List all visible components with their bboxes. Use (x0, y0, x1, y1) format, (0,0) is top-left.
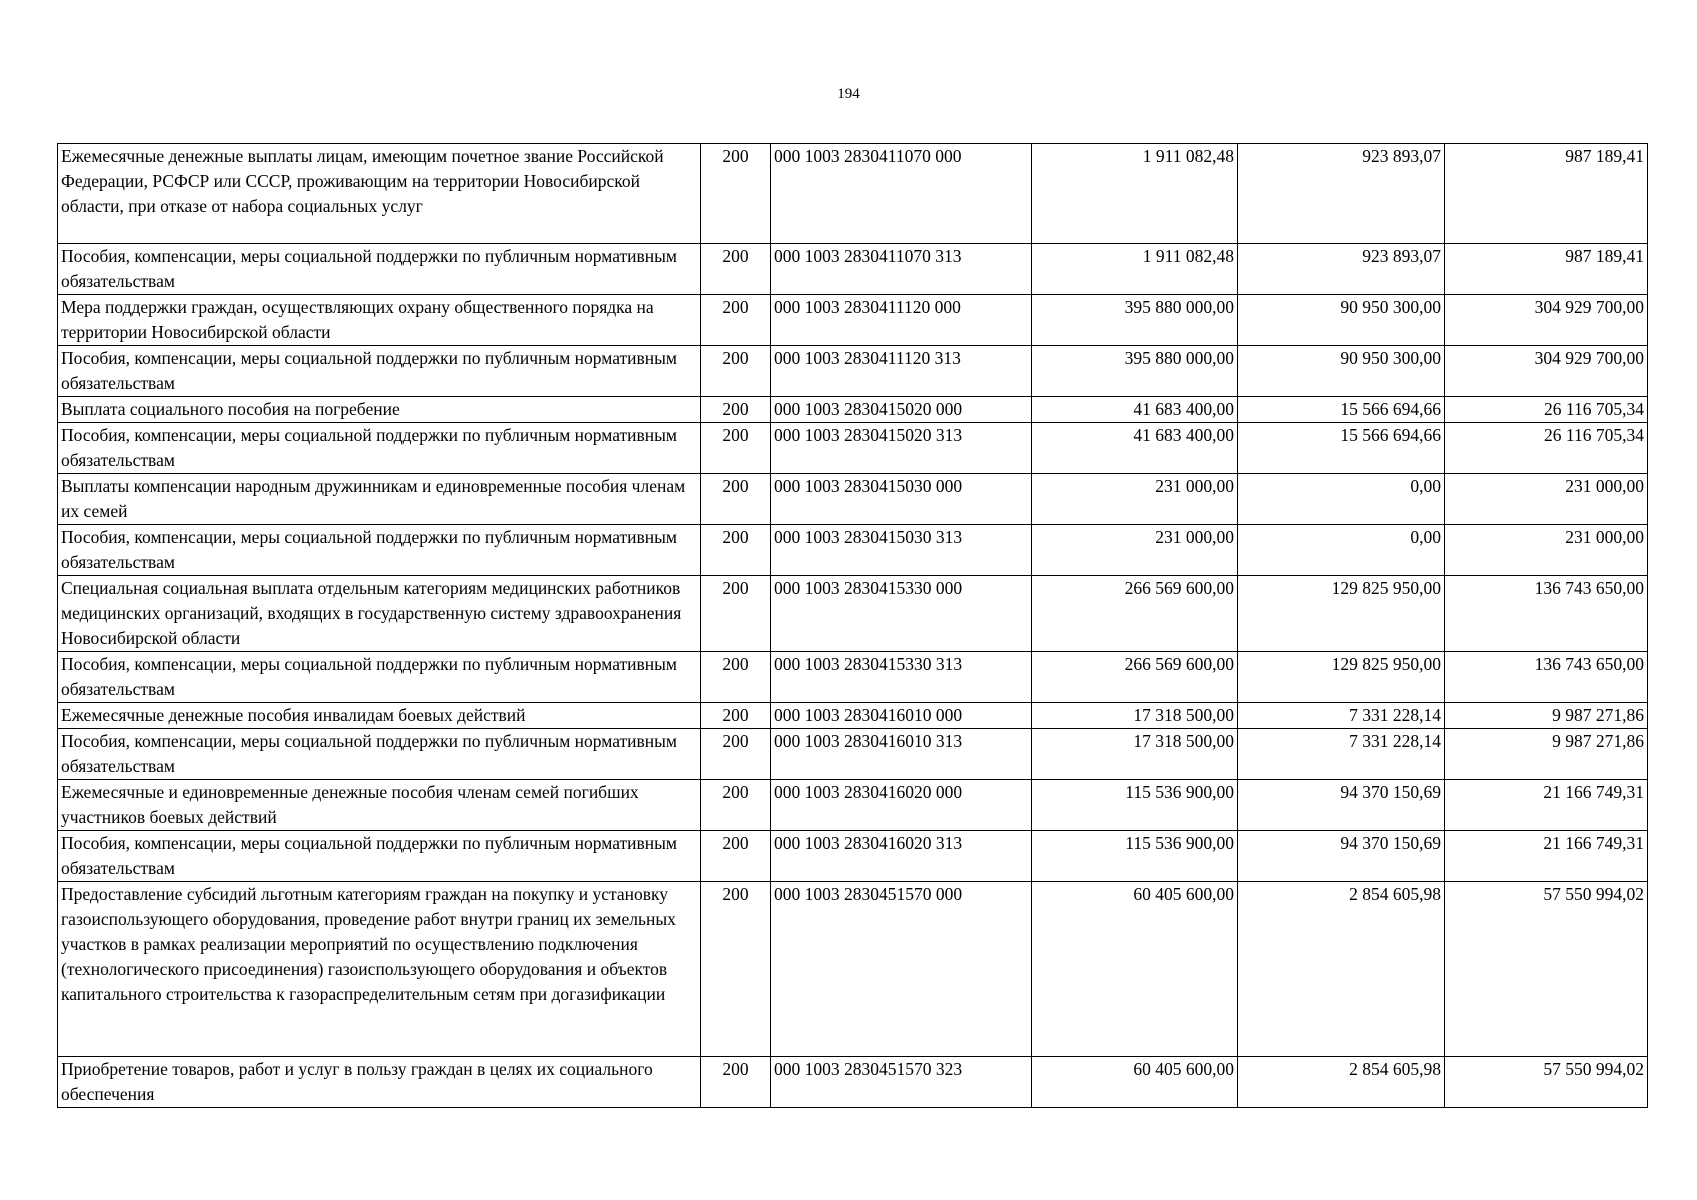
row-kbk-cell: 000 1003 2830416020 000 (771, 780, 1032, 831)
row-code-cell: 200 (701, 729, 771, 780)
row-name-cell: Пособия, компенсации, меры социальной поддержки по публичным нормативным обязательствам (58, 831, 701, 882)
row-code-cell: 200 (701, 1057, 771, 1108)
row-planned-cell: 395 880 000,00 (1032, 295, 1238, 346)
row-planned-cell: 17 318 500,00 (1032, 703, 1238, 729)
row-code-cell: 200 (701, 474, 771, 525)
table-row (58, 652, 1648, 703)
row-unexecuted-cell: 26 116 705,34 (1445, 397, 1648, 423)
row-executed-cell: 7 331 228,14 (1238, 703, 1445, 729)
row-executed-cell: 0,00 (1238, 474, 1445, 525)
row-kbk-cell: 000 1003 2830415030 313 (771, 525, 1032, 576)
row-name-cell: Пособия, компенсации, меры социальной поддержки по публичным нормативным обязательствам (58, 244, 701, 295)
row-planned-cell: 41 683 400,00 (1032, 423, 1238, 474)
row-executed-cell: 90 950 300,00 (1238, 346, 1445, 397)
table-row (58, 703, 1648, 729)
row-name-cell: Ежемесячные денежные пособия инвалидам боевых действий (58, 703, 701, 729)
row-planned-cell: 1 911 082,48 (1032, 144, 1238, 244)
row-planned-cell: 60 405 600,00 (1032, 882, 1238, 1057)
row-unexecuted-cell: 231 000,00 (1445, 474, 1648, 525)
table-row (58, 397, 1648, 423)
table-row (58, 831, 1648, 882)
row-executed-cell: 923 893,07 (1238, 144, 1445, 244)
row-kbk-cell: 000 1003 2830416010 313 (771, 729, 1032, 780)
row-kbk-cell: 000 1003 2830451570 000 (771, 882, 1032, 1057)
row-unexecuted-cell: 9 987 271,86 (1445, 729, 1648, 780)
row-code-cell: 200 (701, 423, 771, 474)
row-kbk-cell: 000 1003 2830411070 000 (771, 144, 1032, 244)
row-name-cell: Пособия, компенсации, меры социальной поддержки по публичным нормативным обязательствам (58, 729, 701, 780)
table-row (58, 576, 1648, 652)
row-unexecuted-cell: 304 929 700,00 (1445, 295, 1648, 346)
row-name-cell: Ежемесячные денежные выплаты лицам, имеющим почетное звание Российской Федерации, РСФСР или СССР, проживающим на территории Новосибирской области, при отказе от набора социальных услуг (58, 144, 701, 244)
row-unexecuted-cell: 987 189,41 (1445, 244, 1648, 295)
row-code-cell: 200 (701, 831, 771, 882)
row-executed-cell: 2 854 605,98 (1238, 882, 1445, 1057)
table-row (58, 729, 1648, 780)
row-unexecuted-cell: 9 987 271,86 (1445, 703, 1648, 729)
row-code-cell: 200 (701, 144, 771, 244)
row-code-cell: 200 (701, 346, 771, 397)
row-planned-cell: 1 911 082,48 (1032, 244, 1238, 295)
row-name-cell: Пособия, компенсации, меры социальной поддержки по публичным нормативным обязательствам (58, 423, 701, 474)
row-code-cell: 200 (701, 703, 771, 729)
row-unexecuted-cell: 21 166 749,31 (1445, 831, 1648, 882)
row-planned-cell: 41 683 400,00 (1032, 397, 1238, 423)
row-code-cell: 200 (701, 652, 771, 703)
row-unexecuted-cell: 231 000,00 (1445, 525, 1648, 576)
row-unexecuted-cell: 57 550 994,02 (1445, 882, 1648, 1057)
row-kbk-cell: 000 1003 2830415020 000 (771, 397, 1032, 423)
row-planned-cell: 115 536 900,00 (1032, 780, 1238, 831)
row-name-cell: Мера поддержки граждан, осуществляющих охрану общественного порядка на территории Новосибирской области (58, 295, 701, 346)
row-kbk-cell: 000 1003 2830416010 000 (771, 703, 1032, 729)
table-row (58, 295, 1648, 346)
row-name-cell: Приобретение товаров, работ и услуг в пользу граждан в целях их социального обеспечения (58, 1057, 701, 1108)
row-planned-cell: 17 318 500,00 (1032, 729, 1238, 780)
row-code-cell: 200 (701, 397, 771, 423)
row-kbk-cell: 000 1003 2830411070 313 (771, 244, 1032, 295)
row-executed-cell: 923 893,07 (1238, 244, 1445, 295)
row-code-cell: 200 (701, 780, 771, 831)
row-kbk-cell: 000 1003 2830415330 000 (771, 576, 1032, 652)
table-row (58, 244, 1648, 295)
row-name-cell: Специальная социальная выплата отдельным категориям медицинских работников медицинских организаций, входящих в государственную систему здравоохранения Новосибирской области (58, 576, 701, 652)
table-row (58, 1057, 1648, 1108)
row-kbk-cell: 000 1003 2830415330 313 (771, 652, 1032, 703)
row-unexecuted-cell: 304 929 700,00 (1445, 346, 1648, 397)
row-executed-cell: 2 854 605,98 (1238, 1057, 1445, 1108)
row-executed-cell: 0,00 (1238, 525, 1445, 576)
row-name-cell: Ежемесячные и единовременные денежные пособия членам семей погибших участников боевых действий (58, 780, 701, 831)
row-executed-cell: 94 370 150,69 (1238, 780, 1445, 831)
row-kbk-cell: 000 1003 2830451570 323 (771, 1057, 1032, 1108)
row-name-cell: Пособия, компенсации, меры социальной поддержки по публичным нормативным обязательствам (58, 652, 701, 703)
table-row (58, 780, 1648, 831)
row-planned-cell: 115 536 900,00 (1032, 831, 1238, 882)
table-row (58, 144, 1648, 244)
row-executed-cell: 129 825 950,00 (1238, 652, 1445, 703)
table-row (58, 882, 1648, 1057)
row-executed-cell: 15 566 694,66 (1238, 423, 1445, 474)
row-executed-cell: 90 950 300,00 (1238, 295, 1445, 346)
row-code-cell: 200 (701, 576, 771, 652)
row-unexecuted-cell: 987 189,41 (1445, 144, 1648, 244)
row-executed-cell: 7 331 228,14 (1238, 729, 1445, 780)
row-kbk-cell: 000 1003 2830411120 000 (771, 295, 1032, 346)
table-row (58, 525, 1648, 576)
row-kbk-cell: 000 1003 2830415030 000 (771, 474, 1032, 525)
row-unexecuted-cell: 26 116 705,34 (1445, 423, 1648, 474)
row-kbk-cell: 000 1003 2830411120 313 (771, 346, 1032, 397)
row-code-cell: 200 (701, 244, 771, 295)
table-row (58, 423, 1648, 474)
row-unexecuted-cell: 136 743 650,00 (1445, 652, 1648, 703)
row-name-cell: Выплата социального пособия на погребение (58, 397, 701, 423)
row-unexecuted-cell: 57 550 994,02 (1445, 1057, 1648, 1108)
row-planned-cell: 231 000,00 (1032, 525, 1238, 576)
row-code-cell: 200 (701, 882, 771, 1057)
row-name-cell: Предоставление субсидий льготным категориям граждан на покупку и установку газоиспользующего оборудования, проведение работ внутри границ их земельных участков в рамках реализации мероприятий по осуществлению подключения (технологического присоединения) газоиспользующего оборудования и объектов капитального строительства к газораспределительным сетям при догазификации (58, 882, 701, 1057)
row-executed-cell: 15 566 694,66 (1238, 397, 1445, 423)
table-row (58, 474, 1648, 525)
page-number: 194 (837, 86, 860, 102)
row-kbk-cell: 000 1003 2830415020 313 (771, 423, 1032, 474)
table-row (58, 346, 1648, 397)
row-name-cell: Выплаты компенсации народным дружинникам и единовременные пособия членам их семей (58, 474, 701, 525)
row-executed-cell: 129 825 950,00 (1238, 576, 1445, 652)
row-planned-cell: 231 000,00 (1032, 474, 1238, 525)
row-planned-cell: 266 569 600,00 (1032, 576, 1238, 652)
budget-table (57, 143, 1648, 1108)
row-name-cell: Пособия, компенсации, меры социальной поддержки по публичным нормативным обязательствам (58, 525, 701, 576)
row-kbk-cell: 000 1003 2830416020 313 (771, 831, 1032, 882)
row-unexecuted-cell: 136 743 650,00 (1445, 576, 1648, 652)
row-code-cell: 200 (701, 295, 771, 346)
row-unexecuted-cell: 21 166 749,31 (1445, 780, 1648, 831)
row-code-cell: 200 (701, 525, 771, 576)
row-planned-cell: 395 880 000,00 (1032, 346, 1238, 397)
row-planned-cell: 60 405 600,00 (1032, 1057, 1238, 1108)
row-planned-cell: 266 569 600,00 (1032, 652, 1238, 703)
row-name-cell: Пособия, компенсации, меры социальной поддержки по публичным нормативным обязательствам (58, 346, 701, 397)
row-executed-cell: 94 370 150,69 (1238, 831, 1445, 882)
